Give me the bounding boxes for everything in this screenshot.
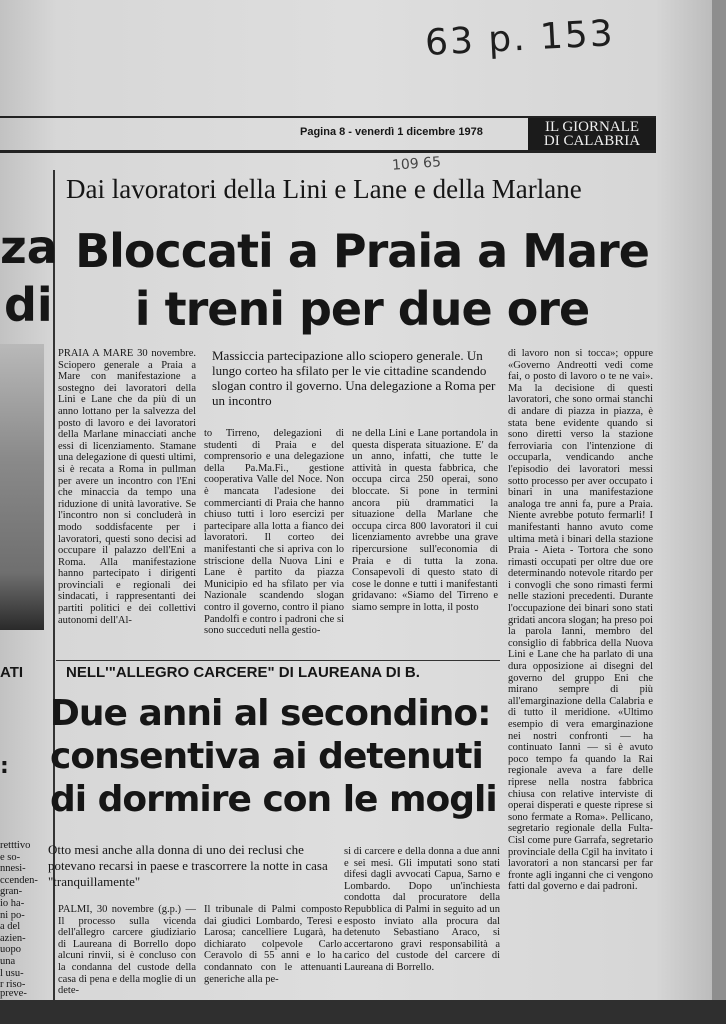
story2-column-2: Il tribunale di Palmi composto dai giudici Lombardo, Teresi e Larosa; cancelliere Lugarà, ha dichiarato colpevole Carlo Ceravolo di 55 anni e lo ha condannato con le attenuanti generiche alla pe- <box>204 904 342 985</box>
story1-headline-line-1: Bloccati a Praia a Mare <box>75 224 649 278</box>
masthead-line-1: IL GIORNALE <box>544 119 639 135</box>
left-cut-text-14: preve- <box>0 988 27 999</box>
left-photo <box>0 344 44 630</box>
left-cut-text-4: ccenden- <box>0 874 38 886</box>
story1-dek: Massiccia partecipazione allo sciopero generale. Un lungo corteo ha sfilato per le vie cittadine scandendo slogan contro il governo. Una delegazione a Roma per un incontro <box>212 348 496 408</box>
left-cut-text-12: l usu- <box>0 967 24 979</box>
left-cut-text-3: nnesi- <box>0 863 26 875</box>
story2-headline-line-3: di dormire con le mogli <box>50 779 497 820</box>
scan-bottom-edge <box>0 1000 726 1024</box>
archive-stamp: 109 65 <box>391 154 442 174</box>
left-cut-text-11: una <box>0 956 16 967</box>
story2-headline-line-1: Due anni al secondino: <box>50 693 491 734</box>
page-dateline: Pagina 8 - venerdì 1 dicembre 1978 <box>300 126 483 138</box>
story1-column-1: PRAIA A MARE 30 novembre. Sciopero generale a Praia a Mare con manifestazione a sostegno dei lavoratori della Lini e Lane che da più di un anno lottano per la salvezza del posto di lavoro e dei lavoratori della Marlane minacciati anche essi di licenziamento. Stamane una delegazione di questi ultimi, si è recata a Roma in pullman per avere un incontro con l'Eni che minaccia da tempo una riduzione di unità lavorative. Se l'incontro non si concluderà in modo soddisfacente per i lavoratori, questi sono decisi ad occupare il palazzo dell'Eni a Roma. Alla manifestazione hanno partecipato i dirigenti provinciali e regionali dei sindacati, i rappresentanti dei partiti politici e dei collettivi autonomi dell'Al- <box>58 348 196 626</box>
left-cut-text-6: io ha- <box>0 898 25 909</box>
story2-column-1: PALMI, 30 novembre (g.p.) — Il processo sulla vicenda dell'allegro carcere giudiziario di Laureana di Borrello dopo alcuni rinvii, si è concluso con la condanna del custode della casa di pena e della moglie di un dete- <box>58 904 196 997</box>
scan-edge <box>712 0 726 1024</box>
story2-kicker: NELL'"ALLEGRO CARCERE" DI LAUREANA DI B. <box>66 664 420 681</box>
story1-kicker: Dai lavoratori della Lini e Lane e della Marlane <box>66 174 582 204</box>
story1-column-3: ne della Lini e Lane portandola in questa disperata situazione. E' da un anno, infatti, che tutte le attività in questa fabbrica, che occupa circa 250 operai, sono bloccate. Si pone in termini ancora più drammatici la situazione della Marlane che occupa circa 800 lavoratori il cui licenziamento avrebbe una grave ripercursione sull'economia di Praia e di tutta la zona. Consapevoli di questo stato di cose le donne e tutti i manifestanti gridavano: «Siamo del Tirreno e siamo sempre in lotta, il posto <box>352 428 498 613</box>
left-cut-text-2: e so- <box>0 851 21 863</box>
story1-headline <box>62 222 662 338</box>
left-cut-headline-2: di <box>4 278 53 332</box>
left-cut-text-8: a del <box>0 921 21 933</box>
story1-column-2: to Tirreno, delegazioni di studenti di Praia e del comprensorio e una delegazione della Pa.Ma.Fi., gestione cooperativa Valle del Noce. Non è mancata l'adesione dei commercianti di Praia che hanno chiuso tutti i loro esercizi per partecipare alla lotta a fianco dei lavoratori. Il corteo dei manifestanti che si apriva con lo striscione della Nuova Lini e Lane è partito da piazza Municipio ed ha sfilato per via Nazionale scandendo slogan contro il governo, contro il piano Pandolfi e contro i padroni che si sono succeduti nella gestio- <box>204 428 344 637</box>
left-cut-text-9: azien- <box>0 932 26 944</box>
header-rule-bottom <box>0 150 656 153</box>
left-cut-colon: : <box>0 754 9 779</box>
story-divider <box>56 660 500 661</box>
left-cut-headline-1: za <box>0 220 58 274</box>
masthead-line-2: DI CALABRIA <box>543 133 641 149</box>
story2-column-3: si di carcere e della donna a due anni e sei mesi. Gli imputati sono stati difesi dagli avvocati Capua, Sarno e Lombardo. Dopo un'inchiesta condotta dal procuratore della Repubblica di Palmi in seguito ad un esposto inviato alla procura dal detenuto Sebastiano Araco, si accertarono gravi responsabilità a carico del custode del carcere di Laureana di Borrello. <box>344 846 500 973</box>
left-cut-kicker: ATI <box>0 664 24 681</box>
left-cut-text-7: ni po- <box>0 909 25 921</box>
story2-headline-line-2: consentiva ai detenuti <box>50 736 483 777</box>
story1-column-4: di lavoro non si tocca»; oppure «Governo Andreotti vedi come fai, o posto di lavoro o te ne vai». Ma la decisione di questi lavoratori, che sono ormai stanchi di andare di piazza in piazza, è stata bene evidente quando si sono diretti verso la stazione ferroviaria con l'intenzione di occuparla, vendicando anche l'episodio dei lavoratori messi sotto processo per aver occupato i binari in una manifestazione analoga tre anni fa, pure a Praia. Niente avrebbe potuto fermarli! I manifestanti hanno avuto come ultima metà i binari della stazione Praia - Aieta - Tortora che sono rimasti occupati per oltre due ore determinando notevole ritardo per i convogli che sono rimasti fermi nelle stazioni precedenti. Durante l'occupazione dei binari sono stati gridati ancora slogan; ha preso poi la parola Ianni, membro del consiglio di fabbrica della Nuova Lini e Lane che ha parlato di una dura opposizione ai disegni del governo del gruppo Eni che mirano sempre di più all'emarginazione della Calabria e di tutto il meridione. «Ultimo esempio di vera emarginazione nei nostri confronti — ha continuato Ianni — si è avuto poco tempo fa quando la Rai regionale aveva a fare delle riprese nella nostra fabbrica chiusa con relative interviste di operai disperati e queste riprese si sono fermate a Roma». Pellicano, segretario regionale della Fulta-Cisl come pure Garrafa, segretario provinciale della Cgil ha invitato i lavoratori a non stancarsi per far fronte agli inganni che ci vengono fatti dal governo e dai padroni. <box>508 348 653 893</box>
story2-headline <box>50 692 502 821</box>
story2-dek: Otto mesi anche alla donna di uno dei reclusi che potevano recarsi in paese e trascorrere la notte in casa "tranquillamente" <box>48 842 328 889</box>
story1-headline-line-2: i treni per due ore <box>134 282 590 336</box>
left-cut-text-1: retttivo <box>0 840 31 851</box>
left-cut-text-10: uopo <box>0 944 21 956</box>
left-cut-text-5: gran- <box>0 886 23 898</box>
left-cut-text-13: r riso- <box>0 979 26 991</box>
masthead-logo <box>528 118 656 151</box>
handwritten-note: 63 p. 153 <box>424 13 616 64</box>
